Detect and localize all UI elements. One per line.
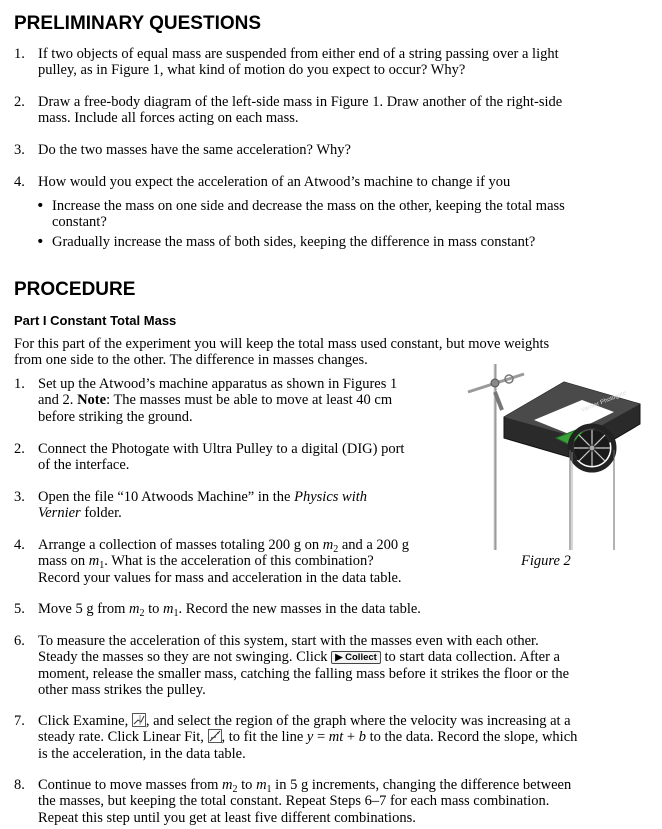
examine-icon[interactable] [132,713,146,727]
collect-button[interactable]: ▶ Collect [331,651,381,664]
preliminary-questions-heading: PRELIMINARY QUESTIONS [14,13,262,34]
figure-2-atwood-apparatus [464,360,654,550]
procedure-heading: PROCEDURE [14,279,136,300]
bullet-icon: • [36,198,45,214]
part-1-intro: For this part of the experiment you will keep the total mass used constant, but move weights from one side to the other. The difference in masses changes. [14,336,550,369]
figure-2-caption: Figure 2 [521,553,571,569]
linear-fit-icon[interactable] [208,729,222,743]
play-icon: ▶ [335,652,343,664]
bullet-icon: • [36,234,45,250]
photogate-label: Vernier Photogate [580,390,628,414]
part-1-heading: Part I Constant Total Mass [14,313,177,328]
